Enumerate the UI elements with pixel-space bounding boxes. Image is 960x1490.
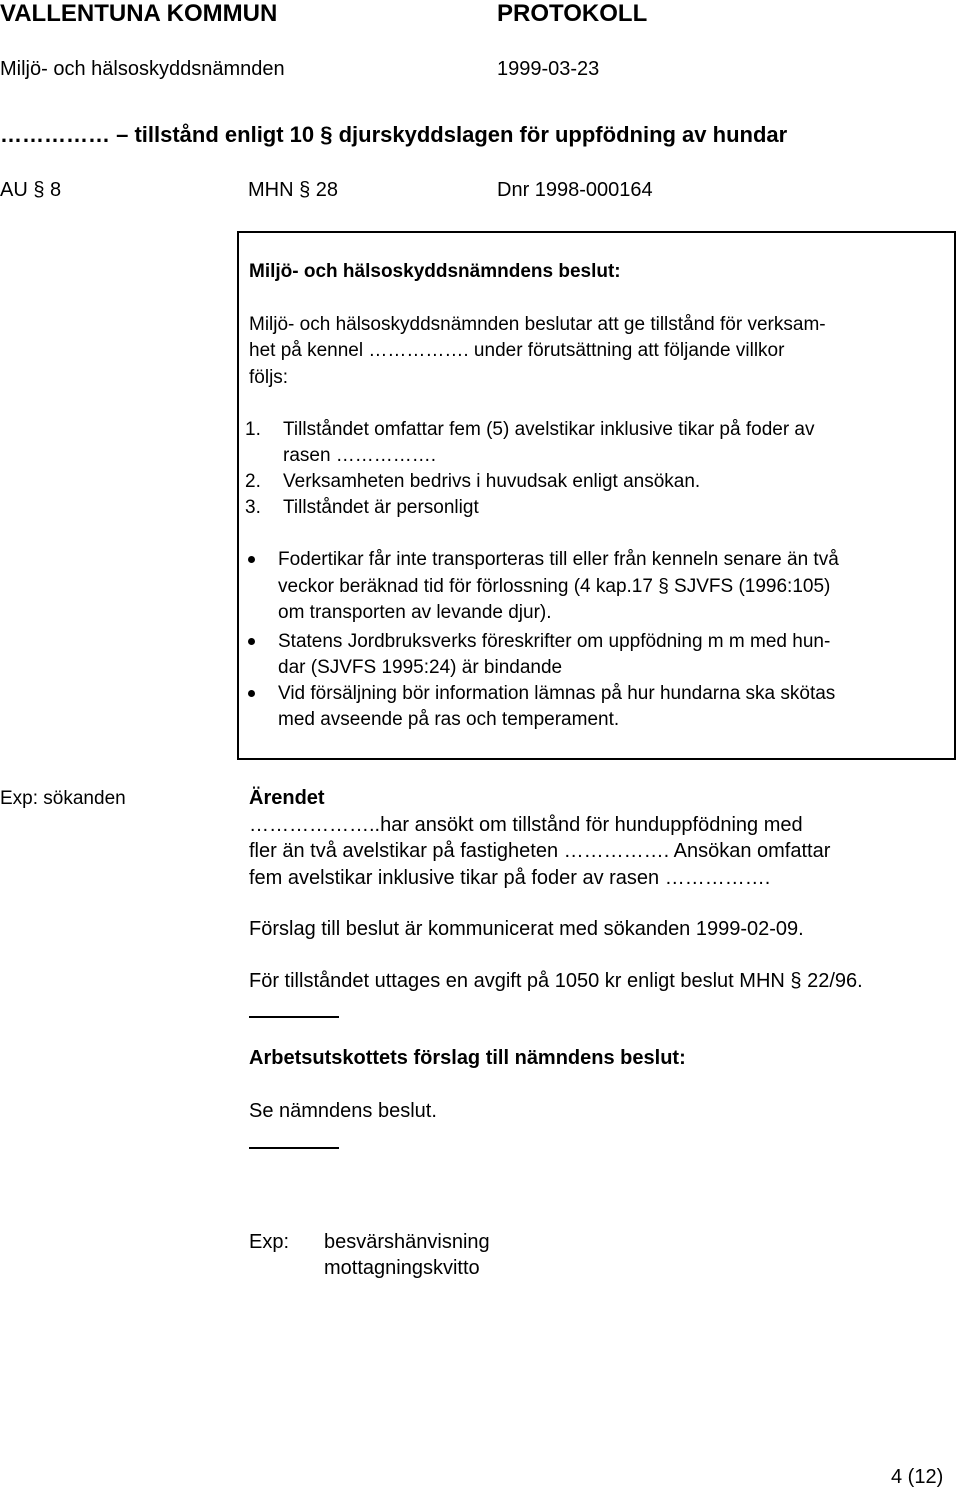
exp-item: besvärshänvisning: [324, 1231, 490, 1253]
committee-proposal-heading: Arbetsutskottets förslag till nämndens beslut:: [249, 1047, 686, 1069]
committee-proposal-text: Se nämndens beslut.: [249, 1100, 437, 1122]
decision-intro-line: Miljö- och hälsoskyddsnämnden beslutar att ge tillstånd för verksam-: [249, 314, 826, 335]
bullet-text: med avseende på ras och temperament.: [278, 709, 620, 730]
bullet-icon: [248, 638, 255, 645]
bullet-text: veckor beräknad tid för förlossning (4 kap.17 § SJVFS (1996:105): [278, 576, 831, 597]
fee-text: För tillståndet uttages en avgift på 1050 kr enligt beslut MHN § 22/96.: [249, 970, 863, 992]
case-heading: Ärendet: [249, 787, 325, 809]
mhn-reference: MHN § 28: [248, 179, 339, 201]
meeting-date: 1999-03-23: [497, 58, 600, 80]
bullet-icon: [248, 690, 255, 697]
exp-label: Exp:: [249, 1231, 290, 1253]
bullet-icon: [248, 556, 255, 563]
case-text: fem avelstikar inklusive tikar på foder av rasen …………….: [249, 867, 771, 889]
diary-number: Dnr 1998-000164: [497, 179, 653, 201]
org-name: VALLENTUNA KOMMUN: [0, 0, 278, 27]
section-divider: [249, 1016, 339, 1018]
decision-intro-line: het på kennel ……………. under förutsättning att följande villkor: [249, 340, 785, 361]
condition-text: rasen …………….: [283, 445, 437, 466]
condition-number: 2.: [245, 471, 261, 492]
committee-name: Miljö- och hälsoskyddsnämnden: [0, 58, 285, 80]
condition-text: Tillståndet är personligt: [283, 497, 479, 518]
document-type: PROTOKOLL: [497, 0, 648, 27]
bullet-text: Fodertikar får inte transporteras till eller från kenneln senare än två: [278, 549, 839, 570]
decision-heading: Miljö- och hälsoskyddsnämndens beslut:: [249, 261, 621, 282]
decision-intro-line: följs:: [249, 367, 289, 388]
bullet-text: dar (SJVFS 1995:24) är bindande: [278, 657, 563, 678]
case-text: fler än två avelstikar på fastigheten ……………. Ansökan omfattar: [249, 840, 831, 862]
proposal-text: Förslag till beslut är kommunicerat med sökanden 1999-02-09.: [249, 918, 804, 940]
condition-text: Tillståndet omfattar fem (5) avelstikar inklusive tikar på foder av: [283, 419, 815, 440]
condition-number: 3.: [245, 497, 261, 518]
condition-number: 1.: [245, 419, 261, 440]
exp-item: mottagningskvitto: [324, 1257, 480, 1279]
page-number: 4 (12): [891, 1466, 944, 1488]
case-text: ………………..har ansökt om tillstånd för hunduppfödning med: [249, 814, 803, 836]
bullet-text: Statens Jordbruksverks föreskrifter om uppfödning m m med hun-: [278, 631, 831, 652]
section-divider: [249, 1147, 339, 1149]
case-title: …………… – tillstånd enligt 10 § djurskyddslagen för uppfödning av hundar: [0, 122, 788, 147]
bullet-text: Vid försäljning bör information lämnas på hur hundarna ska skötas: [278, 683, 836, 704]
bullet-text: om transporten av levande djur).: [278, 602, 552, 623]
au-reference: AU § 8: [0, 179, 62, 201]
distribution-note: Exp: sökanden: [0, 788, 126, 809]
condition-text: Verksamheten bedrivs i huvudsak enligt ansökan.: [283, 471, 701, 492]
